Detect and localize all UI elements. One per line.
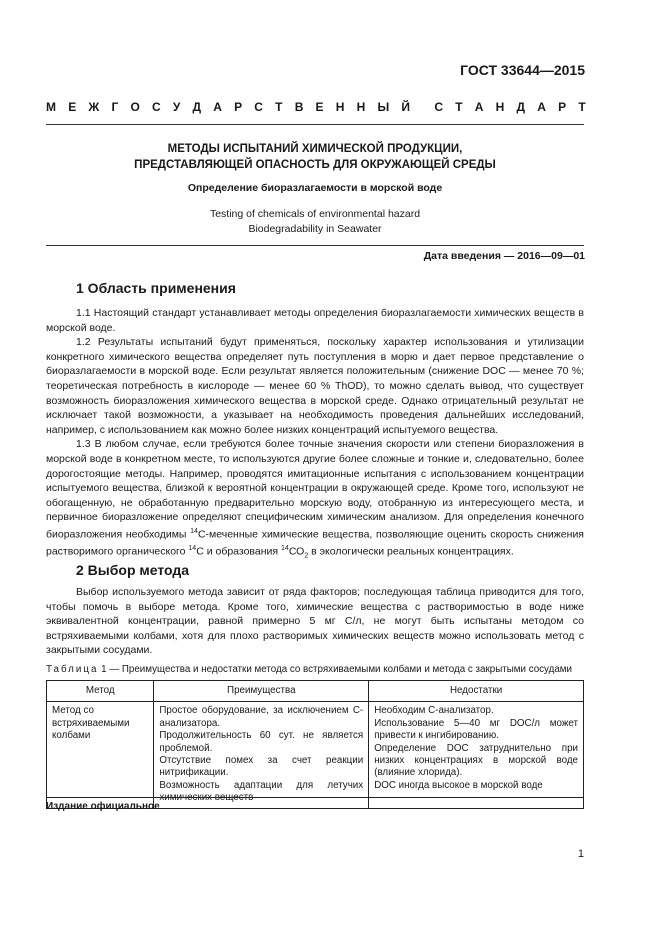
title-letter: Ы: [377, 100, 390, 114]
title-letter: Г: [111, 100, 119, 114]
title-letter: С: [254, 100, 263, 114]
title-letter: В: [294, 100, 304, 114]
disadvantage-item: Использование 5—40 мг DOC/л может привести к ингибированию.: [374, 717, 578, 742]
table-row: [47, 702, 584, 808]
title-letter: О: [130, 100, 140, 114]
title-line-1: МЕТОДЫ ИСПЫТАНИЙ ХИМИЧЕСКОЙ ПРОДУКЦИИ,: [167, 143, 463, 155]
title-letter: А: [213, 100, 222, 114]
english-title-line-1: Testing of chemicals of environmental hazard: [209, 208, 421, 220]
title-line-2: ПРЕДСТАВЛЯЮЩЕЙ ОПАСНОСТЬ ДЛЯ ОКРУЖАЮЩЕЙ СРЕДЫ: [134, 159, 496, 171]
title-letter: Р: [234, 100, 243, 114]
advantage-item: Продолжительность 60 сут. не является проблемой.: [159, 730, 364, 754]
paragraph-1-3: 1.3 В любом случае, если требуются более точные значения скорости или степени биоразложения в морской воде в конкретном месте, то используются другие более сложные и тонкие и, следовательно, более дорогостоящие методы. Например, проводятся имитационные испытания с использованием концентрации испытуемого вещества, близкой к вероятной концентрации в окружающей среде. Кроме того, используют не обогащенную, не обработанную предварительно морскую воду, отобранную из интересующего места, и первичное биоразложение определяют специфическим химическим анализом. Для определения конечного биоразложения необходимы $^{14}$С-меченные химические вещества, позволяющие оценить скорость снижения растворимого органического $^{14}$С и образования $^{14}СО_2$ в экологически реальных концентрациях.: [46, 438, 584, 560]
title-letter: Е: [315, 100, 324, 114]
disadvantage-item: Необходим С-анализатор.: [374, 705, 494, 717]
title-letter: С: [434, 100, 444, 114]
title-letter: С: [151, 100, 161, 114]
section-1-body: [46, 306, 584, 564]
english-title-line-2: Biodegradability in Seawater: [248, 223, 382, 235]
standard-type-title: [46, 100, 586, 114]
advantage-item: Простое оборудование, за исключением С-анализатора.: [159, 705, 364, 729]
title-letter: Е: [68, 100, 77, 114]
title-letter: Т: [275, 100, 283, 114]
paragraph-2: Выбор используемого метода зависит от ряда факторов; последующая таблица приводится для того, чтобы помочь в выборе метода. Кроме того, химические вещества с растворимостью в воде ниже эквивалентной концентрации, равной примерно 5 мг С/л, не могут быть испытаны методом со встряхиваемыми колбами, хотя для плохо растворимых химических веществ можно использовать метод с закрытыми сосудами.: [46, 586, 584, 657]
document-title: [46, 141, 584, 173]
title-letter: Ж: [88, 100, 100, 114]
section-2-body: [46, 585, 584, 658]
disadvantage-item: Определение DOC затруднительно при низких концентрациях в морской воде (влияние хлорида).: [374, 742, 578, 779]
title-letter: М: [46, 100, 56, 114]
date-divider: [46, 245, 584, 246]
title-letter: Т: [455, 100, 463, 114]
title-divider: [46, 124, 584, 125]
page-number: 1: [577, 848, 584, 860]
table-header-row: [47, 681, 584, 702]
cell-disadvantages: [369, 702, 584, 808]
title-letter: Д: [516, 100, 526, 114]
column-header-disadvantages: Недостатки: [369, 681, 584, 702]
title-letter: Т: [578, 100, 586, 114]
title-letter: А: [537, 100, 546, 114]
advantage-item: Отсутствие помех за счет реакции нитрификации.: [159, 755, 364, 779]
title-letter: Н: [335, 100, 345, 114]
cell-method: Метод со встряхиваемыми колбами: [47, 702, 154, 808]
column-header-advantages: Преимущества: [154, 681, 369, 702]
title-letter: Н: [356, 100, 366, 114]
title-letter: Й: [401, 100, 411, 114]
introduction-date: Дата введения — 2016—09—01: [423, 250, 585, 262]
english-title: [46, 207, 584, 237]
table-1: [46, 680, 584, 809]
table-1-caption: Таблица 1 — Преимущества и недостатки метода со встряхиваемыми колбами и метода с закрытыми сосудами: [46, 664, 573, 675]
title-letter: А: [474, 100, 484, 114]
paragraph-1-2: 1.2 Результаты испытаний будут применяться, поскольку характер использования и утилизации конкретного химического вещества определяет путь поступления в морю и дает первое представление о биоразлагаемости в морской воде. Если результат является положительным (снижение DOC — менее 70 %; теоретическая потребность в кислороде — менее 60 % ThOD), то можно сделать вывод, что существует возможность биоразложения химического вещества в морской среде. Однако отрицательный результат не исключает такой возможности, а указывает на необходимость проведения дальнейших исследований, например, с использованием как можно более низких концентраций испытуемого вещества.: [46, 336, 584, 436]
column-header-method: Метод: [47, 681, 154, 702]
title-letter: У: [172, 100, 181, 114]
title-letter: Р: [558, 100, 567, 114]
section-1-heading: 1 Область применения: [76, 280, 236, 296]
title-letter: Д: [192, 100, 202, 114]
section-2-heading: 2 Выбор метода: [76, 562, 190, 578]
advantage-item: Возможность адаптации для летучих химических веществ: [159, 779, 364, 804]
gost-number: ГОСТ 33644—2015: [460, 62, 585, 78]
document-subtitle: Определение биоразлагаемости в морской воде: [187, 182, 443, 194]
official-edition-label: Издание официальное: [46, 797, 584, 812]
cell-advantages: [154, 702, 369, 808]
title-letter: Н: [495, 100, 505, 114]
disadvantage-item: DOC иногда высокое в морской воде: [374, 779, 543, 791]
paragraph-1-1: 1.1 Настоящий стандарт устанавливает методы определения биоразлагаемости химических веществ в морской воде.: [46, 307, 584, 334]
